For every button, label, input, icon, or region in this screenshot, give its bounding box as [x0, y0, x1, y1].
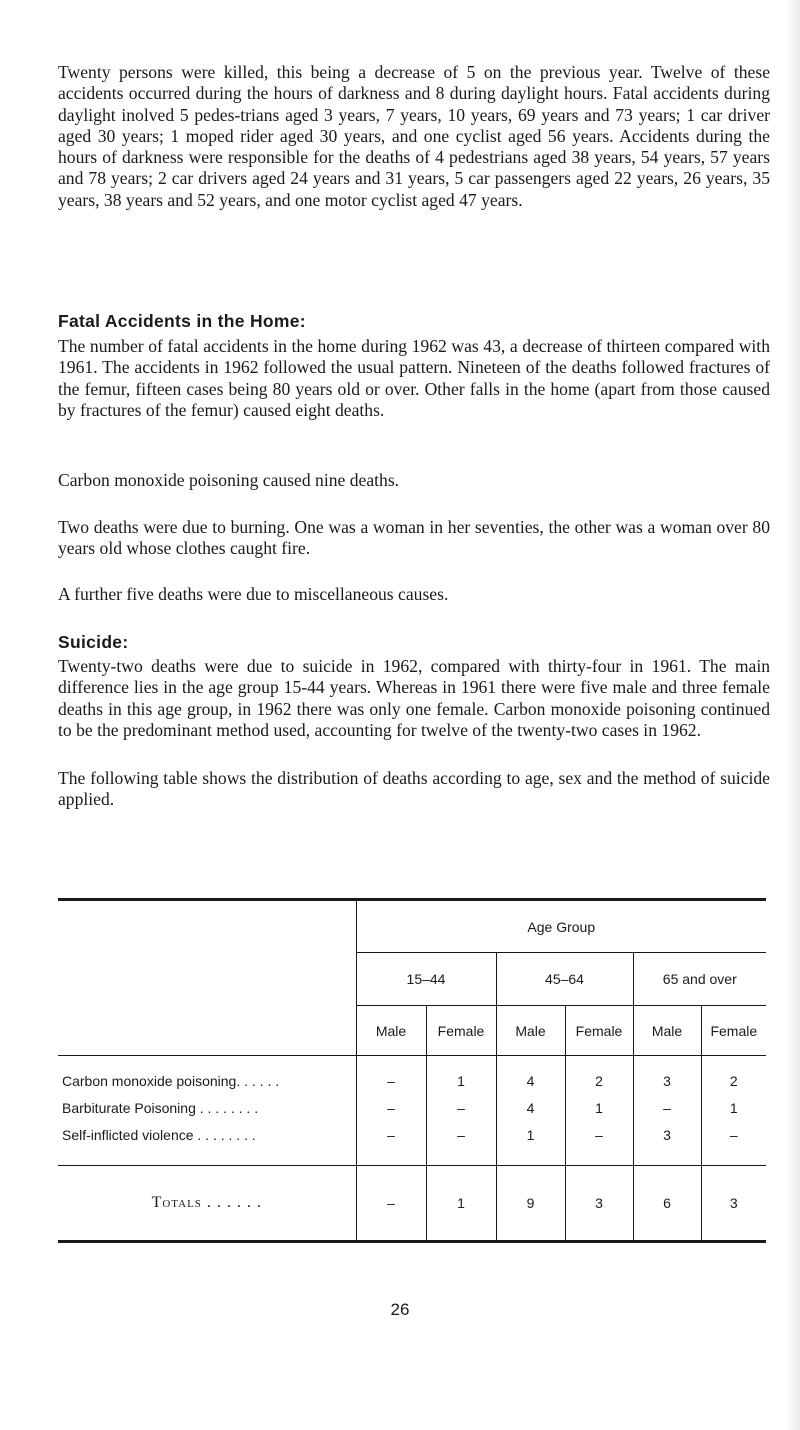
intro-text: Twenty persons were killed, this being a decrease of 5 on the previous year. Twelve of these accidents occurred during the hours of darkness and 8 during daylight hours. Fatal accidents during daylight inolved 5 pedes-trians aged 3 years, 7 years, 10 years, 69 years and 73 years; 1 car driver aged 30 years; 1 moped rider aged 30 years, and one cyclist aged 56 years. Accidents during the hours of darkness were responsible for the deaths of 4 pedestrians aged 38 years, 54 years, 57 years and 78 years; 2 car drivers aged 24 years and 31 years, 5 car passengers aged 22 years, 26 years, 35 years, 38 years and 52 years, and one motor cyclist aged 47 years. [58, 62, 770, 210]
totals-cell: – [356, 1166, 426, 1242]
home-text-1: The number of fatal accidents in the home during 1962 was 43, a decrease of thirteen compared with 1961. The accidents in 1962 followed the usual pattern. Nineteen of the deaths followed fractures of the femur, fifteen cases being 80 years old or over. Other falls in the home (apart from those caused by fractures of the femur) caused eight deaths. [58, 336, 770, 420]
totals-cell: 3 [565, 1166, 633, 1242]
table-cell: – [426, 1122, 496, 1149]
age-group-15-44: 15–44 [356, 953, 496, 1006]
table-cell: – [356, 1095, 426, 1122]
totals-cell: 9 [496, 1166, 565, 1242]
totals-cell: 1 [426, 1166, 496, 1242]
table-cell: – [633, 1095, 701, 1122]
table-cell: 4 [496, 1095, 565, 1122]
age-group-45-64: 45–64 [496, 953, 633, 1006]
home-paragraph-2 [58, 470, 770, 491]
table-cell: – [356, 1068, 426, 1095]
totals-cell: 6 [633, 1166, 701, 1242]
suicide-paragraph-2 [58, 768, 770, 811]
table-cell: – [701, 1122, 766, 1149]
totals-label: Totals . . . . . . [58, 1166, 356, 1242]
row-label: Barbiturate Poisoning . . . . . . . . [62, 1100, 259, 1116]
scan-edge-shadow [786, 0, 800, 1430]
table-stub-header [58, 900, 356, 1056]
suicide-paragraph-1 [58, 656, 770, 741]
age-group-header: Age Group [356, 900, 766, 953]
totals-row [58, 1166, 766, 1242]
table-cell: – [565, 1122, 633, 1149]
table-header-row-group [58, 900, 766, 953]
sex-header: Female [426, 1006, 496, 1056]
table-cell: 1 [701, 1095, 766, 1122]
suicide-table [58, 898, 766, 1243]
table-cell: 4 [496, 1068, 565, 1095]
totals-cell: 3 [701, 1166, 766, 1242]
table-row [58, 1122, 766, 1149]
section-heading-home: Fatal Accidents in the Home: [58, 311, 306, 331]
sex-header: Female [565, 1006, 633, 1056]
home-paragraph-1 [58, 336, 770, 421]
sex-header: Male [496, 1006, 565, 1056]
table-cell: – [426, 1095, 496, 1122]
table-cell: 1 [496, 1122, 565, 1149]
table-cell: 3 [633, 1122, 701, 1149]
table-cell: 2 [565, 1068, 633, 1095]
sex-header: Male [633, 1006, 701, 1056]
sex-header: Female [701, 1006, 766, 1056]
suicide-text-2: The following table shows the distribution of deaths according to age, sex and the method of suicide applied. [58, 768, 770, 810]
row-label: Self-inflicted violence . . . . . . . . [62, 1127, 256, 1143]
table-cell: 1 [565, 1095, 633, 1122]
table-cell: 3 [633, 1068, 701, 1095]
page-number: 26 [390, 1300, 410, 1319]
table-cell: 1 [426, 1068, 496, 1095]
table-cell: – [356, 1122, 426, 1149]
table-cell: 2 [701, 1068, 766, 1095]
home-paragraph-3 [58, 517, 770, 560]
home-text-2: Carbon monoxide poisoning caused nine deaths. [58, 470, 400, 490]
home-text-4: A further five deaths were due to miscellaneous causes. [58, 584, 449, 604]
section-heading-suicide: Suicide: [58, 632, 129, 652]
table-spacer-row [58, 1149, 766, 1166]
table-row [58, 1068, 766, 1095]
road-accidents-paragraph [58, 62, 770, 211]
home-paragraph-4 [58, 584, 770, 605]
suicide-text-1: Twenty-two deaths were due to suicide in 1962, compared with thirty-four in 1961. The main difference lies in the age group 15-44 years. Whereas in 1961 there were five male and three female deaths in this age group, in 1962 there was only one female. Carbon monoxide poisoning continued to be the predominant method used, accounting for twelve of the twenty-two cases in 1962. [58, 656, 770, 740]
table-spacer-row [58, 1056, 766, 1068]
table-row [58, 1095, 766, 1122]
sex-header: Male [356, 1006, 426, 1056]
row-label: Carbon monoxide poisoning. . . . . . [62, 1073, 280, 1089]
home-text-3: Two deaths were due to burning. One was a woman in her seventies, the other was a woman over 80 years old whose clothes caught fire. [58, 517, 770, 559]
age-group-65-over: 65 and over [633, 953, 766, 1006]
suicide-distribution-table [58, 898, 766, 1243]
